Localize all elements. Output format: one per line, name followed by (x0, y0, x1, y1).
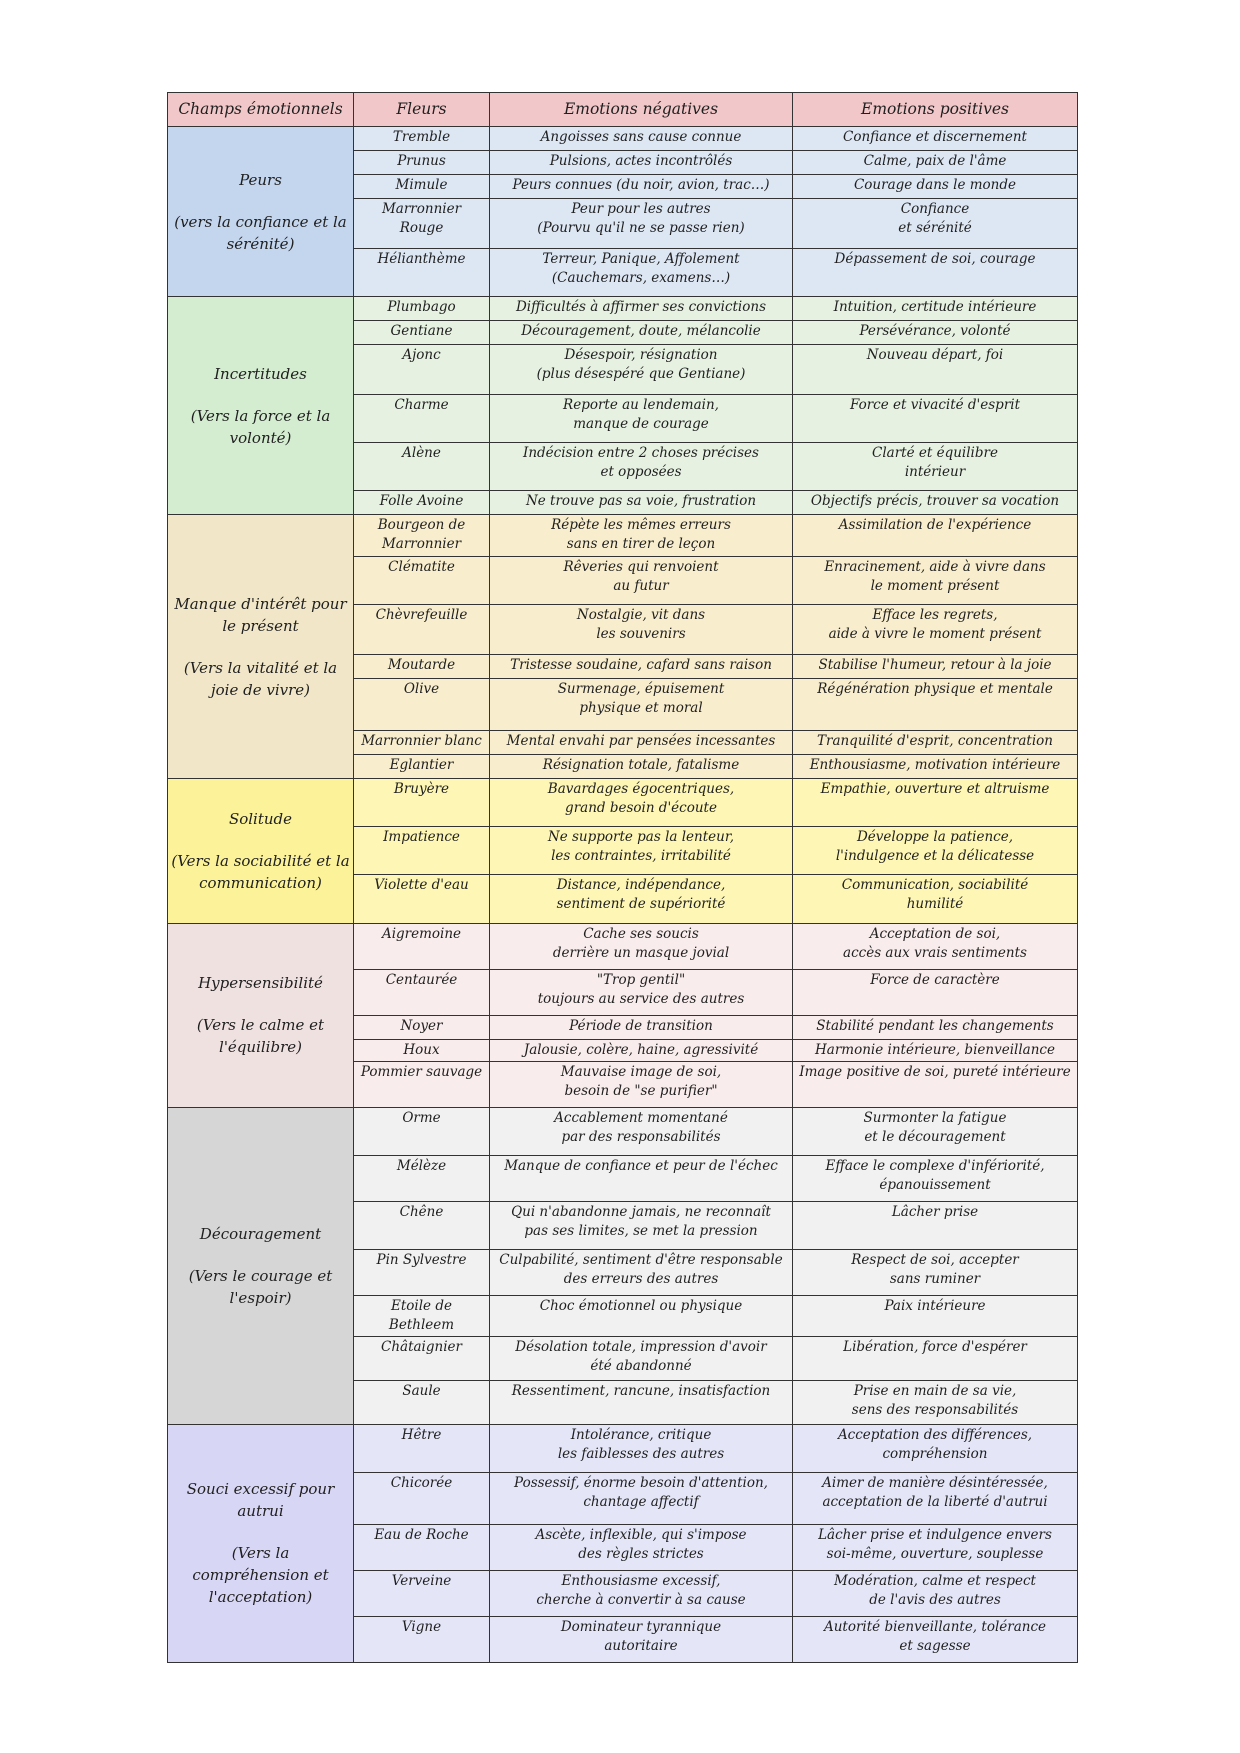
negative-emotion: Intolérance, critique les faiblesses des autres (490, 1424, 793, 1472)
flower-name: Pommier sauvage (354, 1061, 490, 1107)
positive-emotion: Empathie, ouverture et altruisme (793, 779, 1078, 827)
flower-name: Folle Avoine (354, 491, 490, 515)
positive-emotion: Acceptation de soi, accès aux vrais sentiments (793, 923, 1078, 969)
flower-name: Pin Sylvestre (354, 1249, 490, 1295)
emotional-field-name: Solitude (228, 809, 293, 828)
negative-emotion: Reporte au lendemain, manque de courage (490, 395, 793, 443)
flower-name: Marronnier blanc (354, 731, 490, 755)
flower-name: Hélianthème (354, 249, 490, 297)
flower-emotions-table (167, 92, 1078, 1663)
header-positive: Emotions positives (793, 93, 1078, 127)
negative-emotion: Ne trouve pas sa voie, frustration (490, 491, 793, 515)
flower-name: Hêtre (354, 1424, 490, 1472)
emotional-field-direction: (Vers la force et la volonté) (190, 406, 331, 447)
positive-emotion: Acceptation des différences, compréhension (793, 1424, 1078, 1472)
header-flower: Fleurs (354, 93, 490, 127)
positive-emotion: Paix intérieure (793, 1295, 1078, 1336)
flower-name: Moutarde (354, 655, 490, 679)
negative-emotion: Distance, indépendance, sentiment de supériorité (490, 875, 793, 923)
positive-emotion: Efface le complexe d'infériorité, épanouissement (793, 1155, 1078, 1201)
flower-name: Impatience (354, 827, 490, 875)
emotional-field-name: Peurs (239, 170, 282, 189)
negative-emotion: Pulsions, actes incontrôlés (490, 151, 793, 175)
flower-name: Eglantier (354, 755, 490, 779)
flower-name: Verveine (354, 1570, 490, 1616)
negative-emotion: Qui n'abandonne jamais, ne reconnaît pas ses limites, se met la pression (490, 1201, 793, 1249)
negative-emotion: Peurs connues (du noir, avion, trac…) (490, 175, 793, 199)
flower-name: Clématite (354, 557, 490, 605)
positive-emotion: Dépassement de soi, courage (793, 249, 1078, 297)
emotional-field-cell (168, 1107, 354, 1424)
negative-emotion: Ascète, inflexible, qui s'impose des règles strictes (490, 1524, 793, 1570)
flower-name: Mélèze (354, 1155, 490, 1201)
flower-name: Ajonc (354, 345, 490, 395)
flower-name: Chicorée (354, 1472, 490, 1524)
header-negative: Emotions négatives (490, 93, 793, 127)
positive-emotion: Régénération physique et mentale (793, 679, 1078, 731)
positive-emotion: Objectifs précis, trouver sa vocation (793, 491, 1078, 515)
flower-name: Bruyère (354, 779, 490, 827)
positive-emotion: Libération, force d'espérer (793, 1336, 1078, 1380)
negative-emotion: Accablement momentané par des responsabilités (490, 1107, 793, 1155)
flower-name: Charme (354, 395, 490, 443)
flower-name: Chêne (354, 1201, 490, 1249)
negative-emotion: Terreur, Panique, Affolement (Cauchemars, examens…) (490, 249, 793, 297)
negative-emotion: Découragement, doute, mélancolie (490, 321, 793, 345)
header-row (168, 93, 1078, 127)
negative-emotion: Jalousie, colère, haine, agressivité (490, 1039, 793, 1061)
positive-emotion: Surmonter la fatigue et le découragement (793, 1107, 1078, 1155)
table-body (168, 127, 1078, 1663)
positive-emotion: Enracinement, aide à vivre dans le moment présent (793, 557, 1078, 605)
emotional-field-direction: (Vers la sociabilité et la communication) (171, 851, 350, 892)
flower-name: Violette d'eau (354, 875, 490, 923)
positive-emotion: Courage dans le monde (793, 175, 1078, 199)
positive-emotion: Respect de soi, accepter sans ruminer (793, 1249, 1078, 1295)
flower-name: Etoile de Bethleem (354, 1295, 490, 1336)
negative-emotion: Ne supporte pas la lenteur, les contraintes, irritabilité (490, 827, 793, 875)
negative-emotion: Rêveries qui renvoient au futur (490, 557, 793, 605)
negative-emotion: Tristesse soudaine, cafard sans raison (490, 655, 793, 679)
positive-emotion: Communication, sociabilité humilité (793, 875, 1078, 923)
positive-emotion: Modération, calme et respect de l'avis des autres (793, 1570, 1078, 1616)
table-row (168, 297, 1078, 321)
negative-emotion: Désolation totale, impression d'avoir été abandonné (490, 1336, 793, 1380)
emotional-field-direction: (Vers la compréhension et l'acceptation) (192, 1544, 329, 1607)
table-row (168, 1107, 1078, 1155)
negative-emotion: Culpabilité, sentiment d'être responsable des erreurs des autres (490, 1249, 793, 1295)
negative-emotion: Résignation totale, fatalisme (490, 755, 793, 779)
positive-emotion: Nouveau départ, foi (793, 345, 1078, 395)
flower-name: Centaurée (354, 969, 490, 1015)
emotional-field-cell (168, 297, 354, 515)
emotional-field-name: Souci excessif pour autrui (186, 1480, 335, 1521)
flower-name: Tremble (354, 127, 490, 151)
emotional-field-direction: (Vers le calme et l'équilibre) (196, 1016, 325, 1057)
table-row (168, 779, 1078, 827)
negative-emotion: Enthousiasme excessif, cherche à convertir à sa cause (490, 1570, 793, 1616)
negative-emotion: Répète les mêmes erreurs sans en tirer de leçon (490, 515, 793, 557)
emotional-field-direction: (Vers le courage et l'espoir) (188, 1266, 333, 1307)
negative-emotion: Peur pour les autres (Pourvu qu'il ne se passe rien) (490, 199, 793, 249)
negative-emotion: Possessif, énorme besoin d'attention, chantage affectif (490, 1472, 793, 1524)
positive-emotion: Stabilité pendant les changements (793, 1015, 1078, 1039)
flower-name: Chèvrefeuille (354, 605, 490, 655)
flower-name: Marronnier Rouge (354, 199, 490, 249)
negative-emotion: Nostalgie, vit dans les souvenirs (490, 605, 793, 655)
positive-emotion: Efface les regrets, aide à vivre le moment présent (793, 605, 1078, 655)
negative-emotion: Période de transition (490, 1015, 793, 1039)
positive-emotion: Intuition, certitude intérieure (793, 297, 1078, 321)
positive-emotion: Stabilise l'humeur, retour à la joie (793, 655, 1078, 679)
positive-emotion: Confiance et sérénité (793, 199, 1078, 249)
table-row (168, 127, 1078, 151)
flower-name: Noyer (354, 1015, 490, 1039)
positive-emotion: Enthousiasme, motivation intérieure (793, 755, 1078, 779)
negative-emotion: Bavardages égocentriques, grand besoin d'écoute (490, 779, 793, 827)
flower-name: Olive (354, 679, 490, 731)
positive-emotion: Autorité bienveillante, tolérance et sagesse (793, 1616, 1078, 1662)
positive-emotion: Prise en main de sa vie, sens des responsabilités (793, 1380, 1078, 1424)
negative-emotion: Indécision entre 2 choses précises et opposées (490, 443, 793, 491)
positive-emotion: Image positive de soi, pureté intérieure (793, 1061, 1078, 1107)
emotional-field-direction: (Vers la vitalité et la joie de vivre) (183, 658, 338, 699)
flower-name: Prunus (354, 151, 490, 175)
positive-emotion: Clarté et équilibre intérieur (793, 443, 1078, 491)
emotional-field-name: Manque d'intérêt pour le présent (174, 594, 347, 635)
emotional-field-cell (168, 923, 354, 1107)
emotional-field-name: Hypersensibilité (198, 974, 323, 993)
positive-emotion: Confiance et discernement (793, 127, 1078, 151)
negative-emotion: Mental envahi par pensées incessantes (490, 731, 793, 755)
positive-emotion: Assimilation de l'expérience (793, 515, 1078, 557)
flower-name: Mimule (354, 175, 490, 199)
flower-name: Eau de Roche (354, 1524, 490, 1570)
flower-name: Saule (354, 1380, 490, 1424)
flower-name: Alène (354, 443, 490, 491)
positive-emotion: Lâcher prise (793, 1201, 1078, 1249)
positive-emotion: Aimer de manière désintéressée, acceptation de la liberté d'autrui (793, 1472, 1078, 1524)
flower-name: Aigremoine (354, 923, 490, 969)
negative-emotion: Manque de confiance et peur de l'échec (490, 1155, 793, 1201)
flower-name: Plumbago (354, 297, 490, 321)
table-row (168, 923, 1078, 969)
flower-name: Châtaignier (354, 1336, 490, 1380)
flower-name: Gentiane (354, 321, 490, 345)
positive-emotion: Calme, paix de l'âme (793, 151, 1078, 175)
negative-emotion: Mauvaise image de soi, besoin de "se purifier" (490, 1061, 793, 1107)
emotional-field-direction: (vers la confiance et la sérénité) (174, 212, 347, 253)
negative-emotion: Angoisses sans cause connue (490, 127, 793, 151)
positive-emotion: Lâcher prise et indulgence envers soi-même, ouverture, souplesse (793, 1524, 1078, 1570)
flower-name: Houx (354, 1039, 490, 1061)
table-row (168, 515, 1078, 557)
emotional-field-cell (168, 515, 354, 779)
header-field: Champs émotionnels (168, 93, 354, 127)
emotional-field-cell (168, 1424, 354, 1662)
emotional-field-cell (168, 779, 354, 923)
negative-emotion: Désespoir, résignation (plus désespéré que Gentiane) (490, 345, 793, 395)
negative-emotion: Difficultés à affirmer ses convictions (490, 297, 793, 321)
positive-emotion: Force et vivacité d'esprit (793, 395, 1078, 443)
negative-emotion: "Trop gentil" toujours au service des autres (490, 969, 793, 1015)
positive-emotion: Harmonie intérieure, bienveillance (793, 1039, 1078, 1061)
negative-emotion: Surmenage, épuisement physique et moral (490, 679, 793, 731)
table-row (168, 1424, 1078, 1472)
negative-emotion: Cache ses soucis derrière un masque jovial (490, 923, 793, 969)
emotional-field-name: Découragement (199, 1224, 322, 1243)
emotional-field-cell (168, 127, 354, 297)
positive-emotion: Développe la patience, l'indulgence et la délicatesse (793, 827, 1078, 875)
flower-name: Vigne (354, 1616, 490, 1662)
positive-emotion: Persévérance, volonté (793, 321, 1078, 345)
negative-emotion: Choc émotionnel ou physique (490, 1295, 793, 1336)
flower-name: Orme (354, 1107, 490, 1155)
emotional-field-name: Incertitudes (214, 364, 307, 383)
positive-emotion: Tranquilité d'esprit, concentration (793, 731, 1078, 755)
negative-emotion: Dominateur tyrannique autoritaire (490, 1616, 793, 1662)
flower-name: Bourgeon de Marronnier (354, 515, 490, 557)
positive-emotion: Force de caractère (793, 969, 1078, 1015)
negative-emotion: Ressentiment, rancune, insatisfaction (490, 1380, 793, 1424)
